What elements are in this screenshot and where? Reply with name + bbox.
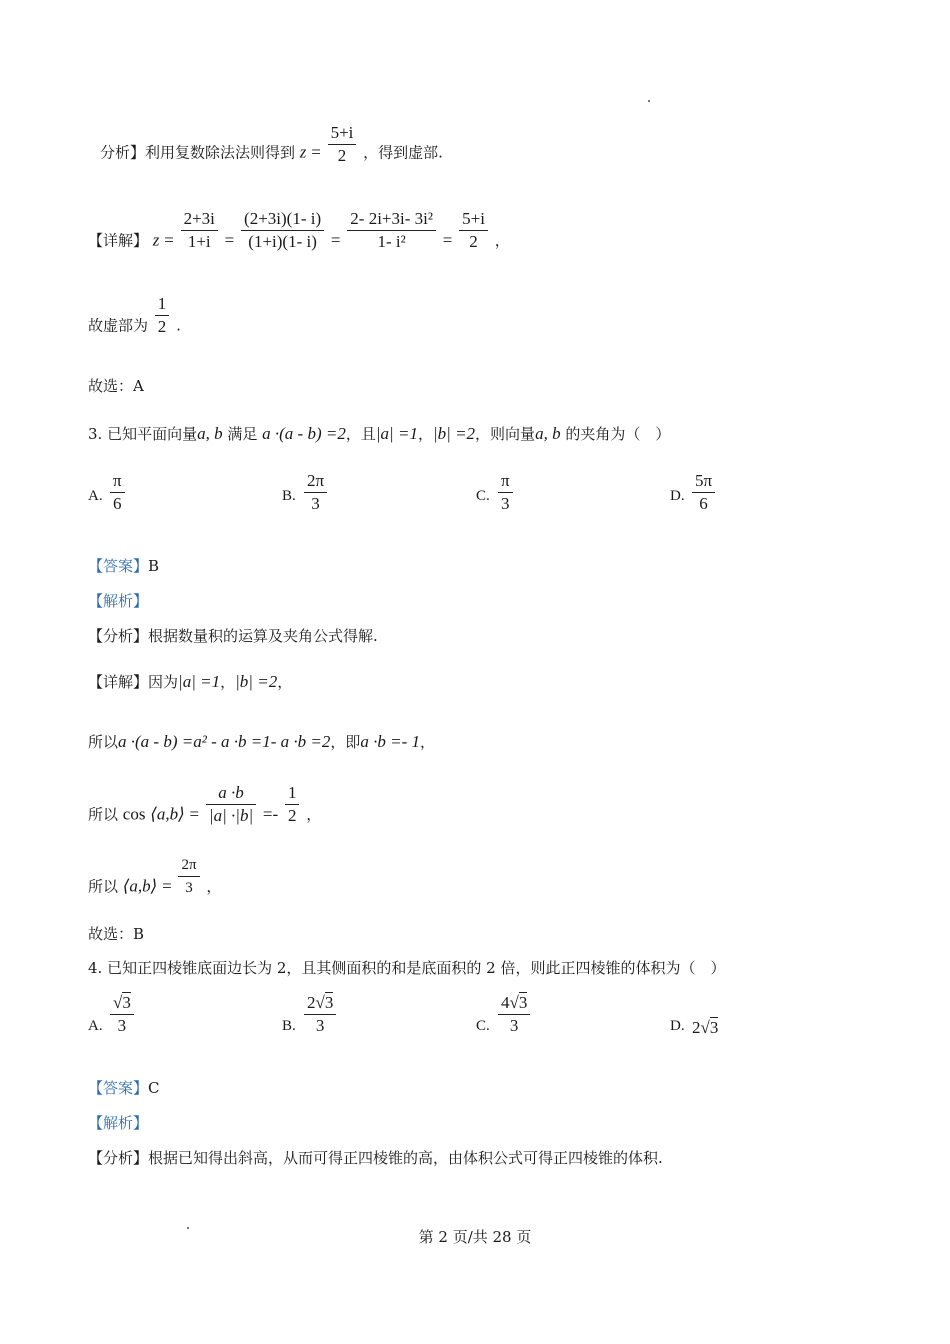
q4-option-a[interactable]: [88, 992, 168, 1048]
q3-option-a-den: 6: [110, 492, 125, 515]
q3-detail-a: 因为: [148, 673, 179, 691]
q3-line2-math2: a ·b =- 1: [360, 732, 420, 751]
q4-option-b-label: B.: [282, 1018, 296, 1034]
q4-answer: [88, 1078, 160, 1098]
q2-frac4: [459, 208, 488, 253]
q2-frac1-num: 2+3i: [183, 209, 215, 228]
q2-frac3-den: 1- i²: [347, 230, 436, 253]
q3-stem-f: 的夹角为（ ）: [560, 425, 671, 443]
q2-frac2: [241, 208, 324, 253]
q3-line3: [88, 783, 322, 827]
q2-detail-z: z: [152, 230, 160, 250]
q3-line3-eq: =: [189, 804, 200, 824]
q2-imag-frac: [155, 293, 170, 338]
q2-imag: [88, 294, 181, 338]
q3-vec-ab: a, b: [197, 424, 223, 443]
q3-detail-b: ，: [220, 673, 236, 691]
q4-option-a-num: √3: [113, 993, 131, 1012]
q2-frac1-den: 1+i: [181, 230, 218, 253]
q2-detail: [88, 209, 510, 253]
q3-result-num: 2π: [181, 857, 197, 873]
q4-option-d-rad: 3: [709, 1018, 719, 1037]
q3-detail-c: ，: [277, 673, 293, 691]
q4-option-b-num: 2√3: [307, 993, 334, 1012]
q4-option-c-frac: [498, 992, 530, 1037]
q4-analysis-text: 根据已知得出斜高，从而可得正四棱锥的高，由体积公式可得正四棱锥的体积.: [148, 1149, 663, 1167]
q2-analysis-suffix: ，得到虚部.: [363, 143, 443, 162]
q3-detail-cond2: |a| =1: [178, 672, 221, 691]
corner-mark-top: [648, 100, 650, 102]
q3-result-frac: [178, 854, 199, 899]
q2-z-var: z: [299, 142, 307, 162]
q3-jiexi-tag: 【解析】: [88, 592, 149, 610]
q3-option-b-label: B.: [282, 488, 296, 504]
q3-option-c-num: π: [501, 471, 510, 490]
q3-option-c-label: C.: [476, 488, 490, 504]
q4-option-a-frac: [110, 992, 134, 1037]
q2-analysis-text: 分析】利用复数除法法则得到: [100, 143, 296, 162]
q3-option-d[interactable]: [670, 470, 730, 520]
q2-imag-prefix: 故虚部为: [88, 316, 149, 335]
q3-line3-prefix: 所以: [88, 805, 119, 824]
q3-line4-angle: ⟨a,b⟩: [122, 876, 158, 896]
q4-jiexi-tag: 【解析】: [88, 1114, 149, 1132]
q4-option-d-label: D.: [670, 1018, 685, 1034]
q2-imag-suffix: .: [176, 316, 181, 335]
q4-option-c-coef: 4: [501, 993, 510, 1012]
q4-option-a-den: 3: [110, 1014, 134, 1037]
q3-option-c[interactable]: [476, 470, 536, 520]
q3-option-d-den: 6: [692, 492, 715, 515]
q3-line4-prefix: 所以: [88, 877, 119, 896]
q2-z-fraction: [328, 122, 357, 167]
q3-stem-d: ，: [417, 425, 433, 443]
q4-option-b[interactable]: [282, 992, 362, 1048]
q4-option-c-num: 4√3: [501, 993, 528, 1012]
q2-eq: =: [311, 142, 321, 162]
q2-z-den: 2: [328, 144, 357, 167]
q3-analysis-tag: 【分析】: [88, 627, 149, 645]
q4-option-d[interactable]: [670, 992, 750, 1048]
q3-cos: cos: [122, 804, 146, 824]
q4-option-b-den: 3: [304, 1014, 336, 1037]
q3-option-b[interactable]: [282, 470, 342, 520]
q2-detail-eq3: =: [330, 230, 341, 250]
q3-half-num: 1: [287, 783, 297, 802]
q3-cond1: a ·(a - b) =2: [262, 424, 346, 443]
q4-option-a-rad: 3: [122, 993, 131, 1012]
q3-vec-ab-2: a, b: [535, 424, 561, 443]
q3-cos-frac-den: |a| ·|b|: [206, 804, 256, 827]
q3-option-c-den: 3: [498, 492, 513, 515]
q3-result-den: 3: [178, 876, 199, 899]
q2-detail-eq2: =: [224, 230, 235, 250]
q2-detail-tag: 【详解】: [88, 231, 149, 250]
q2-imag-den: 2: [155, 315, 170, 338]
q3-cond3: |b| =2: [432, 424, 476, 443]
q3-cos-frac: [206, 782, 256, 827]
q3-option-a-label: A.: [88, 488, 103, 504]
q3-cond2: |a| =1: [375, 424, 418, 443]
q2-detail-eq4: =: [442, 230, 453, 250]
q4-option-b-coef: 2: [307, 993, 316, 1012]
q3-cos-frac-num: a ·b: [218, 783, 244, 802]
q2-z-num: 5+i: [330, 123, 354, 142]
q4-option-c-rad: 3: [518, 993, 528, 1012]
q4-answer-value: C: [148, 1079, 160, 1097]
q2-choice: 故选：A: [88, 377, 144, 395]
q3-stem-c: ，且: [345, 425, 376, 443]
q2-frac2-num: (2+3i)(1- i): [244, 209, 322, 228]
q3-option-a-frac: [110, 470, 125, 515]
q3-line2-mid: ，即: [330, 733, 361, 751]
q3-detail-tag: 【详解】: [88, 673, 149, 691]
q4-option-b-rad: 3: [324, 993, 334, 1012]
q3-angle: ⟨a,b⟩: [150, 804, 185, 824]
q3-half-den: 2: [285, 804, 300, 827]
q4-stem: 4. 已知正四棱锥底面边长为 2，且其侧面积的和是底面积的 2 倍，则此正四棱锥的体积为（ ）: [88, 959, 726, 977]
q3-answer-tag: 【答案】: [88, 557, 149, 575]
q3-choice: 故选：B: [88, 925, 145, 943]
q2-imag-num: 1: [157, 294, 167, 313]
q3-analysis: [88, 626, 378, 646]
q3-minus: =-: [262, 804, 279, 824]
q3-half-frac: [285, 782, 300, 827]
q3-answer: [88, 556, 159, 576]
q4-analysis-tag: 【分析】: [88, 1149, 149, 1167]
q3-line4-end: ，: [206, 877, 222, 896]
q2-frac1: [181, 208, 218, 253]
q3-option-c-frac: [498, 470, 513, 515]
page-footer: 第 2 页/共 28 页: [418, 1228, 532, 1246]
q2-frac3: [347, 208, 436, 253]
q3-line4-eq: =: [162, 876, 172, 896]
q2-frac4-den: 2: [459, 230, 488, 253]
q4-option-d-value: 2√3: [692, 1018, 719, 1037]
q4-answer-tag: 【答案】: [88, 1079, 149, 1097]
q2-detail-comma: ，: [494, 231, 510, 250]
q3-option-b-frac: [304, 470, 327, 515]
q3-line2: [88, 732, 435, 752]
q3-option-a-num: π: [113, 471, 122, 490]
q3-option-b-num: 2π: [307, 471, 325, 490]
q2-frac2-den: (1+i)(1- i): [241, 230, 324, 253]
q3-answer-value: B: [148, 557, 160, 575]
q3-stem-e: ，则向量: [475, 425, 536, 443]
q3-detail-cond3: |b| =2: [235, 672, 278, 691]
q4-option-b-frac: [304, 992, 336, 1037]
q3-line2-prefix: 所以: [88, 733, 119, 751]
q3-option-a[interactable]: [88, 470, 148, 520]
q2-frac3-num: 2- 2i+3i- 3i²: [350, 209, 433, 228]
q3-stem-b: 满足: [222, 425, 263, 443]
q3-stem: [88, 424, 670, 444]
q3-option-d-label: D.: [670, 488, 685, 504]
q4-option-d-coef: 2: [692, 1018, 701, 1037]
q3-option-d-num: 5π: [695, 471, 713, 490]
q3-line3-end: ，: [306, 805, 322, 824]
q4-option-a-label: A.: [88, 1018, 103, 1034]
q3-detail: [88, 672, 292, 692]
q4-analysis: [88, 1148, 663, 1168]
q4-option-c[interactable]: [476, 992, 556, 1048]
q3-line2-math: a ·(a - b) =a² - a ·b =1- a ·b =2: [118, 732, 331, 751]
q3-option-b-den: 3: [304, 492, 327, 515]
q3-analysis-text: 根据数量积的运算及夹角公式得解.: [148, 627, 378, 645]
q2-detail-eq1: =: [164, 230, 174, 250]
q2-frac4-num: 5+i: [462, 209, 485, 228]
q3-stem-a: 3. 已知平面向量: [88, 425, 198, 443]
q2-analysis: [100, 123, 443, 167]
q3-line2-end: ，: [420, 733, 436, 751]
q4-option-c-den: 3: [498, 1014, 530, 1037]
q3-option-d-frac: [692, 470, 715, 515]
q4-option-c-label: C.: [476, 1018, 490, 1034]
